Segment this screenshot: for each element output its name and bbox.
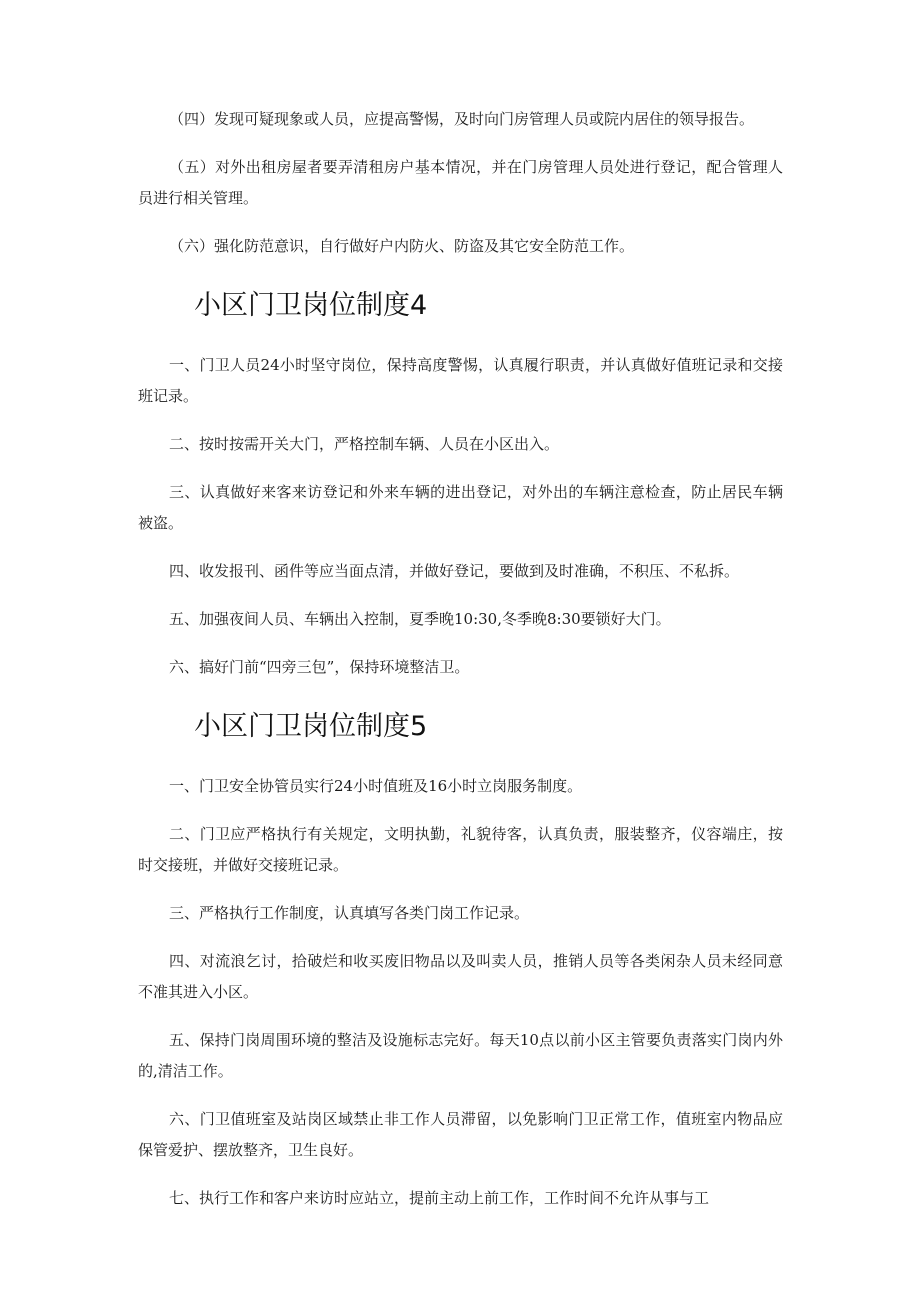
rule-item-6: （六）强化防范意识，自行做好户内防火、防盗及其它安全防范工作。 [169, 237, 635, 255]
rule-item-5: （五）对外出租房屋者要弄清租房户基本情况，并在门房管理人员处进行登记，配合管理人员进行相关管理。 [138, 158, 783, 207]
section-5-item-7: 七、执行工作和客户来访时应站立，提前主动上前工作，工作时间不允许从事与工 [169, 1189, 710, 1207]
section-4-item-2: 二、按时按需开关大门，严格控制车辆、人员在小区出入。 [169, 435, 560, 453]
section-5-item-5: 五、保持门岗周围环境的整洁及设施标志完好。每天10点以前小区主管要负责落实门岗内外的,清洁工作。 [138, 1031, 783, 1080]
section-5-item-1: 一、门卫安全协管员实行24小时值班及16小时立岗服务制度。 [169, 777, 583, 795]
document-page [138, 104, 783, 1214]
section-4-item-3: 三、认真做好来客来访登记和外来车辆的进出登记，对外出的车辆注意检查，防止居民车辆被盗。 [138, 483, 783, 532]
section-5-item-3: 三、严格执行工作制度，认真填写各类门岗工作记录。 [169, 904, 530, 922]
section-5-item-4: 四、对流浪乞讨，拾破烂和收买废旧物品以及叫卖人员，推销人员等各类闲杂人员未经同意不准其进入小区。 [138, 952, 783, 1001]
section-4-item-4: 四、收发报刊、函件等应当面点清，并做好登记，要做到及时准确，不积压、不私拆。 [169, 562, 740, 580]
section-4-item-5: 五、加强夜间人员、车辆出入控制，夏季晚10:30,冬季晚8:30要锁好大门。 [169, 610, 671, 628]
section-5-item-2: 二、门卫应严格执行有关规定，文明执勤，礼貌待客，认真负责，服装整齐，仪容端庄，按时交接班，并做好交接班记录。 [138, 825, 783, 874]
rule-item-4: （四）发现可疑现象或人员，应提高警惕，及时向门房管理人员或院内居住的领导报告。 [169, 110, 755, 128]
section-5-title: 小区门卫岗位制度5 [194, 711, 428, 742]
section-4-item-1: 一、门卫人员24小时坚守岗位，保持高度警惕，认真履行职责，并认真做好值班记录和交接班记录。 [138, 356, 783, 405]
section-5-item-6: 六、门卫值班室及站岗区域禁止非工作人员滞留，以免影响门卫正常工作，值班室内物品应保管爱护、摆放整齐，卫生良好。 [138, 1110, 783, 1159]
section-4-item-6: 六、搞好门前“四旁三包”，保持环境整洁卫。 [169, 658, 470, 676]
section-4-title: 小区门卫岗位制度4 [194, 290, 428, 321]
